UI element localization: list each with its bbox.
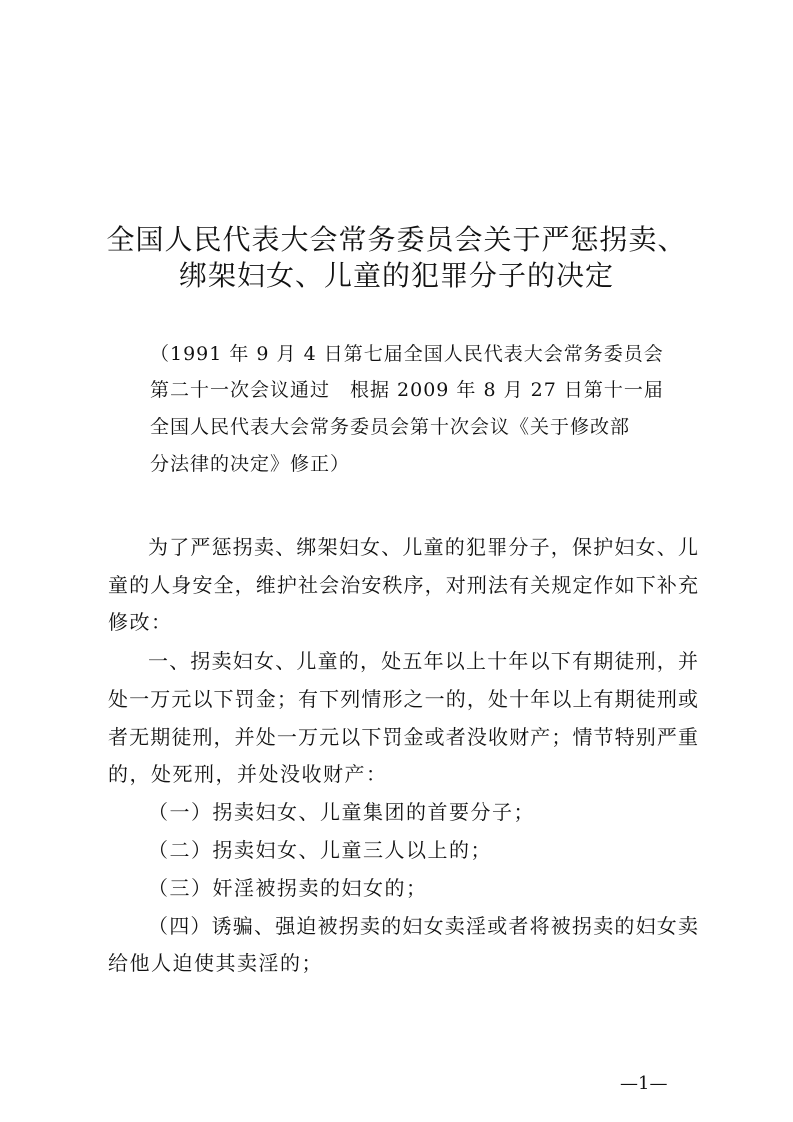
item-4-line-1: （四）诱骗、强迫被拐卖的妇女卖淫或者将被拐卖的妇女卖 [148, 914, 698, 938]
preamble-line-1: 为了严惩拐卖、绑架妇女、儿童的犯罪分子，保护妇女、儿 [148, 535, 698, 559]
item-2: （二）拐卖妇女、儿童三人以上的； [148, 838, 492, 862]
item-4-line-2: 给他人迫使其卖淫的； [108, 951, 323, 975]
item-1: （一）拐卖妇女、儿童集团的首要分子； [148, 800, 535, 824]
article-1-line-3: 者无期徒刑，并处一万元以下罚金或者没收财产；情节特别严重 [108, 725, 698, 749]
adoption-note-line-3: 全国人民代表大会常务委员会第十次会议《关于修改部 [150, 416, 631, 438]
article-1-line-2: 处一万元以下罚金；有下列情形之一的，处十年以上有期徒刑或 [108, 687, 698, 711]
adoption-note-line-1: （1991 年 9 月 4 日第七届全国人民代表大会常务委员会 [150, 343, 664, 365]
document-title-line-2: 绑架妇女、儿童的犯罪分子的决定 [178, 259, 614, 292]
preamble-line-2: 童的人身安全，维护社会治安秩序，对刑法有关规定作如下补充 [108, 573, 698, 597]
page-number: —1— [620, 1073, 668, 1094]
article-1-line-1: 一、拐卖妇女、儿童的，处五年以上十年以下有期徒刑，并 [148, 649, 698, 673]
preamble-line-3: 修改： [108, 610, 173, 634]
document-title-line-1: 全国人民代表大会常务委员会关于严惩拐卖、 [106, 223, 687, 256]
article-1-line-4: 的，处死刑，并处没收财产： [108, 762, 388, 786]
adoption-note-line-4: 分法律的决定》修正） [150, 453, 351, 475]
adoption-note-line-2: 第二十一次会议通过 根据 2009 年 8 月 27 日第十一届 [150, 379, 664, 401]
item-3: （三）奸淫被拐卖的妇女的； [148, 876, 428, 900]
